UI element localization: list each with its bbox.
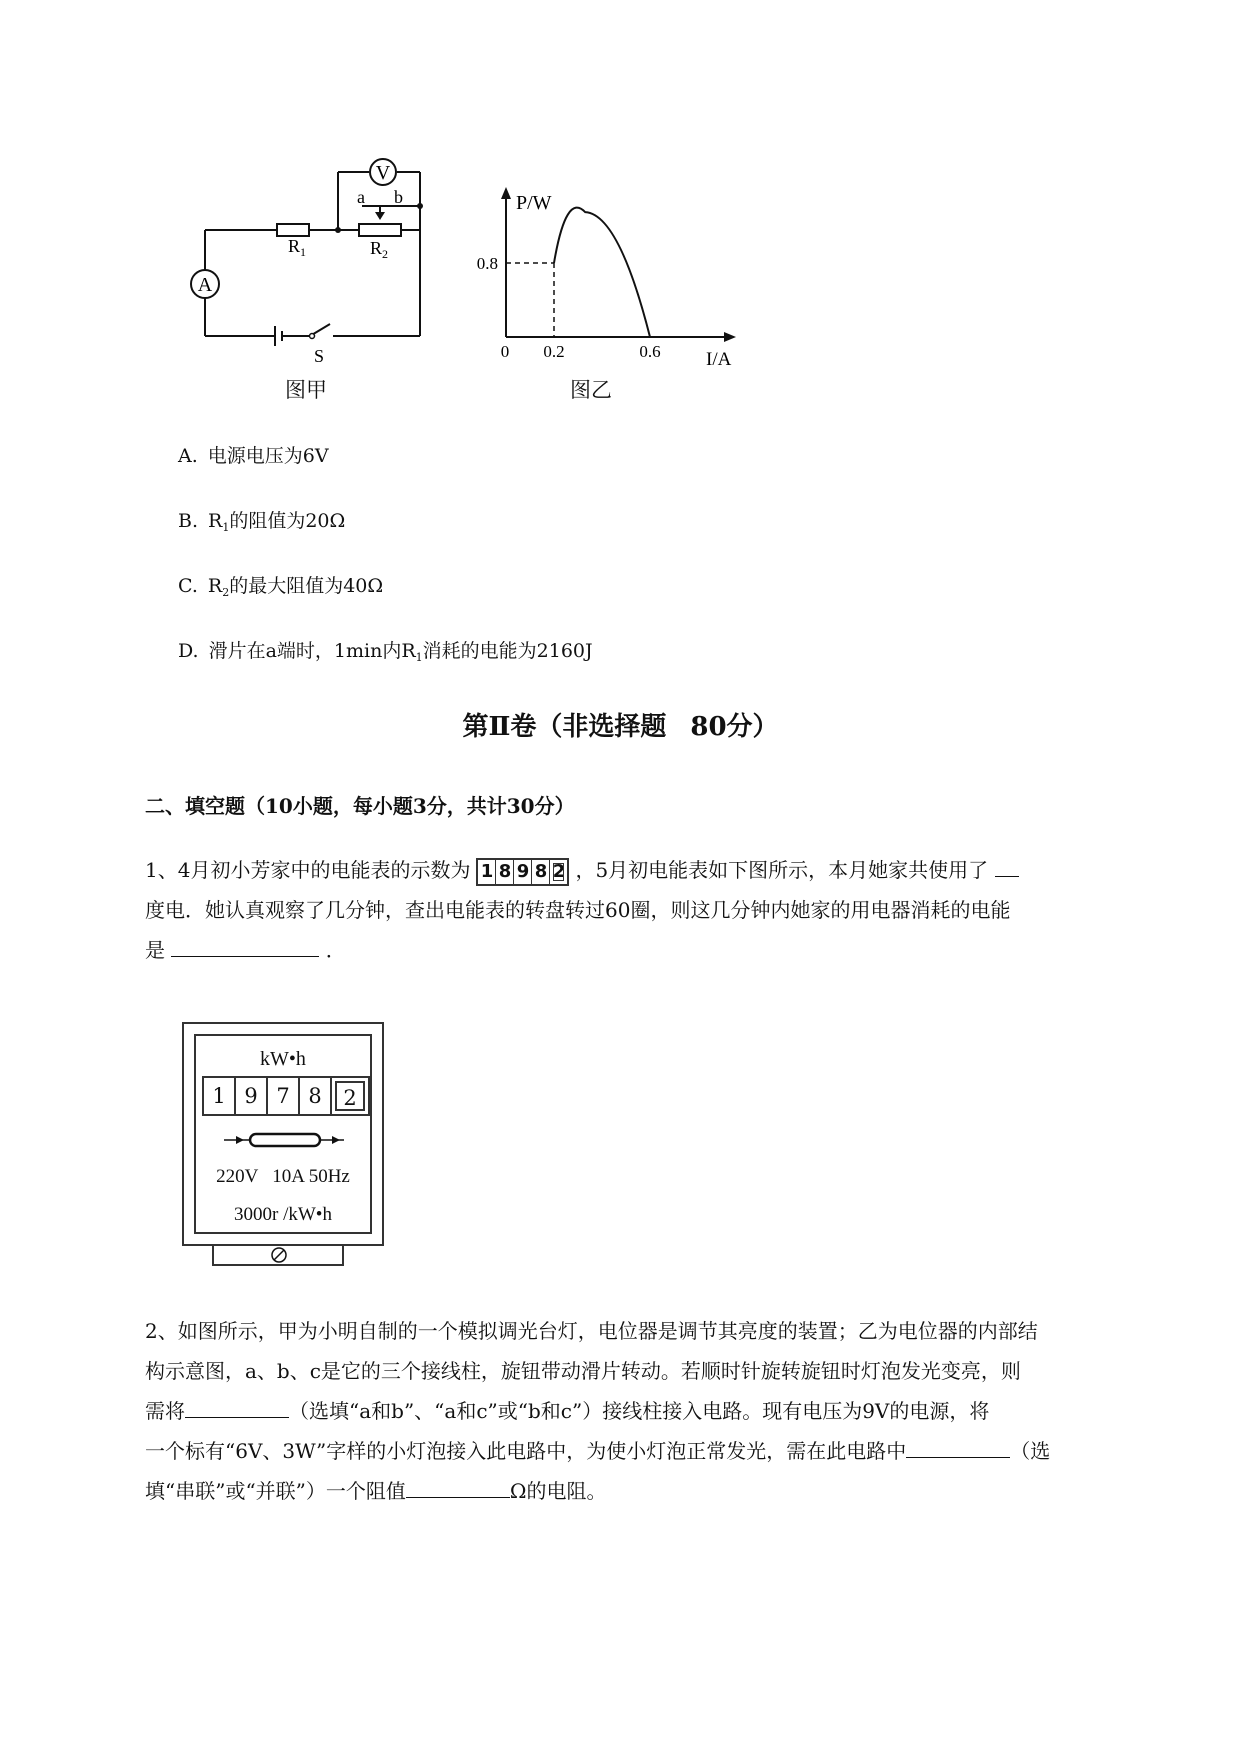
- r2-sub: 2: [382, 247, 388, 261]
- switch-label: S: [314, 346, 325, 366]
- answer-blank-3[interactable]: [185, 1395, 289, 1418]
- r1-sub: 1: [300, 245, 306, 259]
- answer-blank-1[interactable]: [995, 854, 1019, 877]
- option-a: A. 电源电压为6V: [178, 445, 329, 467]
- screw-icon: [270, 1246, 288, 1264]
- energy-meter: [182, 1022, 384, 1246]
- ammeter-label: A: [197, 274, 213, 296]
- origin-label: 0: [500, 342, 510, 361]
- question-2: 2、如图所示，甲为小明自制的一个模拟调光台灯，电位器是调节其亮度的装置；乙为电位器的内部结 构示意图，a、b、c是它的三个接线柱，旋钮带动滑片转动。若顺时针旋转旋钮时灯泡发光变亮，则 需将 （选填“a和b”、“a和c”或“b和c”）接线柱接入电路。现有电压为9V的电源，将 一个标有“6V、3W”字样的小灯泡接入此电路中，为使小灯泡正常发光，需在此电路中 （选 填“串联”或“并联”）一个阻值 Ω的电阻。: [145, 1319, 1051, 1503]
- inline-meter-reading: 1 8 9 8 2: [476, 858, 569, 886]
- option-c: C. $R_2$的最大阻值为40Ω: [178, 575, 384, 599]
- x-axis-label: I/A: [706, 349, 732, 370]
- x-tick-0.2: 0.2: [543, 342, 565, 361]
- meter-unit: kW•h: [260, 1048, 306, 1070]
- r2-label: R: [370, 238, 383, 258]
- meter-terminal-box: [212, 1244, 344, 1266]
- y-tick-0.8: 0.8: [476, 254, 498, 273]
- answer-blank-2[interactable]: [171, 934, 319, 957]
- power-current-graph: [460, 185, 750, 375]
- x-tick-0.6: 0.6: [639, 342, 661, 361]
- option-d: D. 滑片在a端时，1min内$R_1$消耗的电能为2160J: [178, 640, 593, 664]
- section-title: 第Ⅱ卷（非选择题 80分）: [462, 712, 779, 742]
- terminal-a-label: a: [357, 187, 365, 207]
- r1-label: R: [288, 236, 301, 256]
- option-b: B. $R_1$的阻值为20Ω: [178, 510, 346, 534]
- figure-jia-caption: 图甲: [285, 378, 327, 402]
- meter-disc-icon: [222, 1130, 346, 1150]
- y-axis-label: P/W: [516, 192, 552, 214]
- voltmeter-label: V: [375, 162, 391, 184]
- meter-digits: 1 9 7 8 2: [202, 1076, 370, 1116]
- meter-rating: 220V 10A 50Hz: [216, 1166, 350, 1187]
- figure-yi-caption: 图乙: [570, 378, 612, 402]
- part-heading: 二、填空题（10小题，每小题3分，共计30分）: [145, 794, 575, 818]
- question-1: 1、4月初小芳家中的电能表的示数为 1 8 9 8 2 ，5月初电能表如下图所示，本月她家共使用了 度电．她认真观察了几分钟，查出电能表的转盘转过60圈，则这几分钟内她家的用电器消耗的电能 是 ．: [145, 850, 1155, 970]
- terminal-b-label: b: [394, 187, 403, 207]
- circuit-diagram: [180, 150, 440, 400]
- meter-constant: 3000r /kW•h: [234, 1204, 332, 1225]
- answer-blank-5[interactable]: [406, 1475, 510, 1498]
- answer-blank-4[interactable]: [906, 1435, 1010, 1458]
